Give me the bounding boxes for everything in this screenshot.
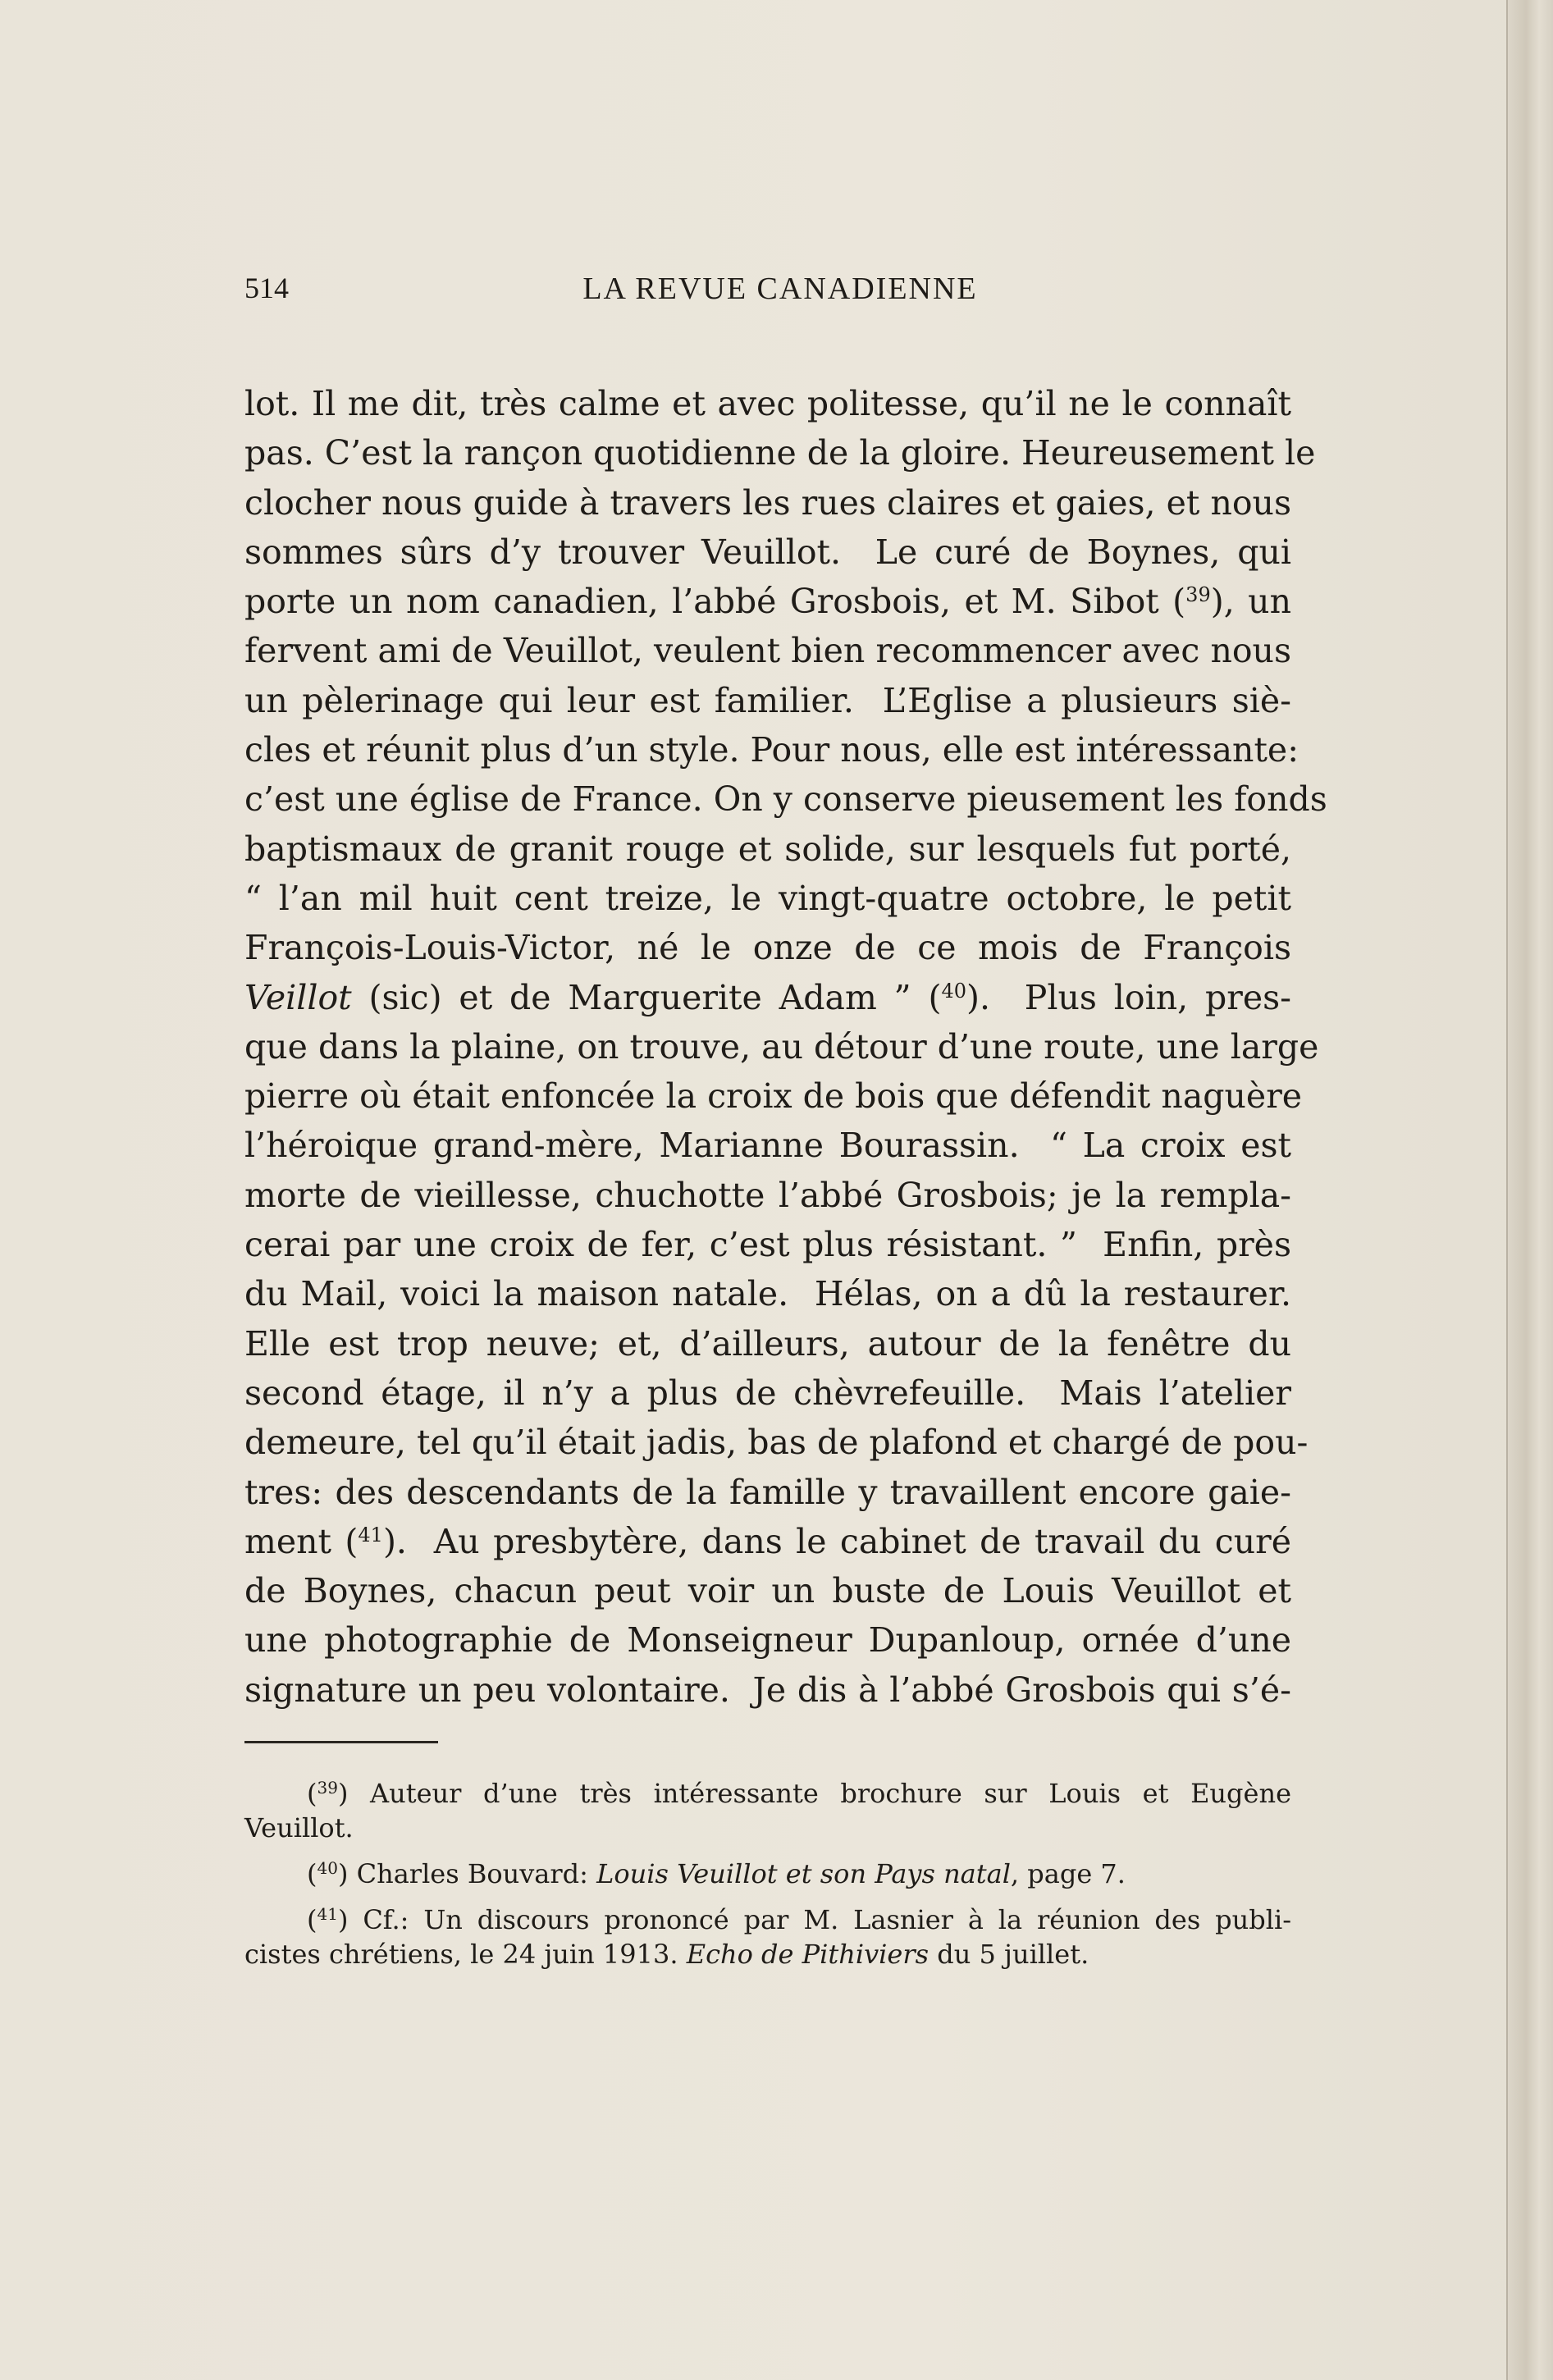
line-text: porte un nom canadien, l’abbé Grosbois, et M. Sibot ( [244, 582, 1186, 622]
line-text: de Boynes, chacun peut voir un buste de Louis Veuillot et [244, 1571, 1291, 1611]
footnote-line: ($^{39}$) Auteur d’une très intéressante brochure sur Louis et Eugène [307, 1778, 1292, 1809]
footnotes [244, 1776, 1291, 1983]
text-line [244, 478, 1291, 528]
line-text: pas. C’est la rançon quotidienne de la gloire. Heureusement le [244, 433, 1316, 473]
line-text: François-Louis-Victor, né le onze de ce mois de François [244, 928, 1291, 968]
text-line [244, 725, 1299, 774]
footnote-text: Cf.: Un discours prononcé par M. Lasnier à la réunion des publi- [363, 1904, 1292, 1935]
running-title: LA REVUE CANADIENNE [582, 272, 978, 306]
footnote-text: cistes chrétiens, le 24 juin 1913. [244, 1939, 687, 1970]
line-text: pierre où était enfoncée la croix de bois que défendit naguère [244, 1076, 1303, 1117]
footnote-marker: 40 [317, 1858, 338, 1878]
footnote-line [244, 1937, 1291, 1971]
footnote-reference: 41 [358, 1523, 383, 1546]
text-line [244, 1319, 1291, 1368]
text-line [244, 825, 1291, 874]
page-header [244, 271, 1291, 320]
footnote-39 [244, 1776, 1291, 1845]
footnote-rule [244, 1741, 438, 1743]
footnote-reference: 40 [941, 979, 967, 1003]
footnote-reference: 39 [1185, 583, 1211, 607]
text-line [244, 528, 1291, 577]
text-line [244, 1171, 1291, 1220]
text-line [244, 577, 1291, 626]
footnote-line: ($^{40}$) Charles Bouvard: Louis Veuillot et son Pays natal, page 7. [307, 1858, 1126, 1889]
text-line [244, 973, 1291, 1022]
footnote-marker: 41 [317, 1904, 338, 1924]
text-line [244, 923, 1291, 972]
text-line [244, 774, 1327, 824]
footnote-line: Veuillot. [244, 1812, 354, 1843]
footnote-text: du 5 juillet. [929, 1939, 1089, 1970]
line-text: cles et réunit plus d’un style. Pour nous, elle est intéressante: [244, 730, 1299, 770]
line-text: un pèlerinage qui leur est familier. L’Eglise a plusieurs siè- [244, 680, 1291, 720]
line-text: ). Plus loin, pres- [966, 977, 1292, 1017]
page-number: 514 [244, 272, 289, 304]
line-text: fervent ami de Veuillot, veulent bien recommencer avec nous [244, 631, 1291, 671]
text-line [244, 1022, 1319, 1071]
line-text: que dans la plaine, on trouve, au détour d’une route, une large [244, 1026, 1319, 1067]
text-line [244, 1368, 1291, 1418]
text-line [244, 1418, 1309, 1467]
line-text: signature un peu volontaire. Je dis à l’abbé Grosbois qui s’é- [244, 1670, 1291, 1710]
italic-text: Veillot [244, 977, 352, 1017]
footnote-italic-title: Louis Veuillot et son Pays natal [596, 1858, 1011, 1889]
footnote-41 [244, 1903, 1291, 1971]
line-text: lot. Il me dit, très calme et avec politesse, qu’il ne le connaît [244, 384, 1291, 423]
line-text: ). Au presbytère, dans le cabinet de travail du curé [382, 1521, 1291, 1561]
text-line [244, 428, 1316, 477]
body-text [244, 379, 1327, 1715]
text-line [244, 379, 1291, 428]
text-line [244, 1220, 1291, 1269]
footnote-line: ($^{41}$) Cf.: Un discours prononcé par M. Lasnier à la réunion des publi- [307, 1904, 1292, 1935]
line-text: du Mail, voici la maison natale. Hélas, on a dû la restaurer. [244, 1274, 1291, 1314]
text-line [244, 1121, 1291, 1170]
text-line [244, 676, 1291, 725]
footnote-text: Charles Bouvard: [356, 1858, 597, 1889]
line-text: cerai par une croix de fer, c’est plus résistant. ” Enfin, près [244, 1225, 1291, 1265]
line-text: c’est une église de France. On y conserve pieusement les fonds [244, 779, 1327, 820]
text-line [244, 1517, 1291, 1566]
line-text: tres: des descendants de la famille y travaillent encore gaie- [244, 1472, 1291, 1512]
text-line [244, 1468, 1291, 1517]
line-text: sommes sûrs d’y trouver Veuillot. Le curé de Boynes, qui [244, 532, 1291, 572]
text-line [244, 1269, 1291, 1318]
text-line [244, 1566, 1291, 1615]
text-line [244, 874, 1291, 923]
line-text: “ l’an mil huit cent treize, le vingt-quatre octobre, le petit [244, 878, 1291, 918]
text-line [244, 1071, 1303, 1121]
text-line [244, 1615, 1291, 1665]
line-text: demeure, tel qu’il était jadis, bas de plafond et chargé de pou- [244, 1423, 1309, 1463]
page-edge [1506, 0, 1553, 2380]
line-text: l’héroique grand-mère, Marianne Bourassin. “ La croix est [244, 1126, 1291, 1166]
footnote-marker: 39 [317, 1778, 338, 1798]
footnote-text: , page 7. [1010, 1858, 1126, 1889]
footnote-italic-title: Echo de Pithiviers [686, 1939, 930, 1970]
text-line [244, 1665, 1291, 1715]
line-text: clocher nous guide à travers les rues claires et gaies, et nous [244, 482, 1291, 523]
line-text: ment ( [244, 1521, 359, 1561]
line-text: baptismaux de granit rouge et solide, sur lesquels fut porté, [244, 829, 1291, 869]
footnote-text: Auteur d’une très intéressante brochure sur Louis et Eugène [370, 1778, 1292, 1809]
line-text: morte de vieillesse, chuchotte l’abbé Grosbois; je la rempla- [244, 1175, 1291, 1215]
line-text: ), un [1210, 582, 1291, 622]
line-text: Elle est trop neuve; et, d’ailleurs, autour de la fenêtre du [244, 1323, 1291, 1364]
text-line [244, 626, 1291, 675]
line-text: second étage, il n’y a plus de chèvrefeuille. Mais l’atelier [244, 1373, 1291, 1413]
line-text: (sic) et de Marguerite Adam ” ( [351, 977, 942, 1017]
line-text: une photographie de Monseigneur Dupanloup, ornée d’une [244, 1620, 1291, 1661]
footnote-40 [244, 1857, 1291, 1891]
